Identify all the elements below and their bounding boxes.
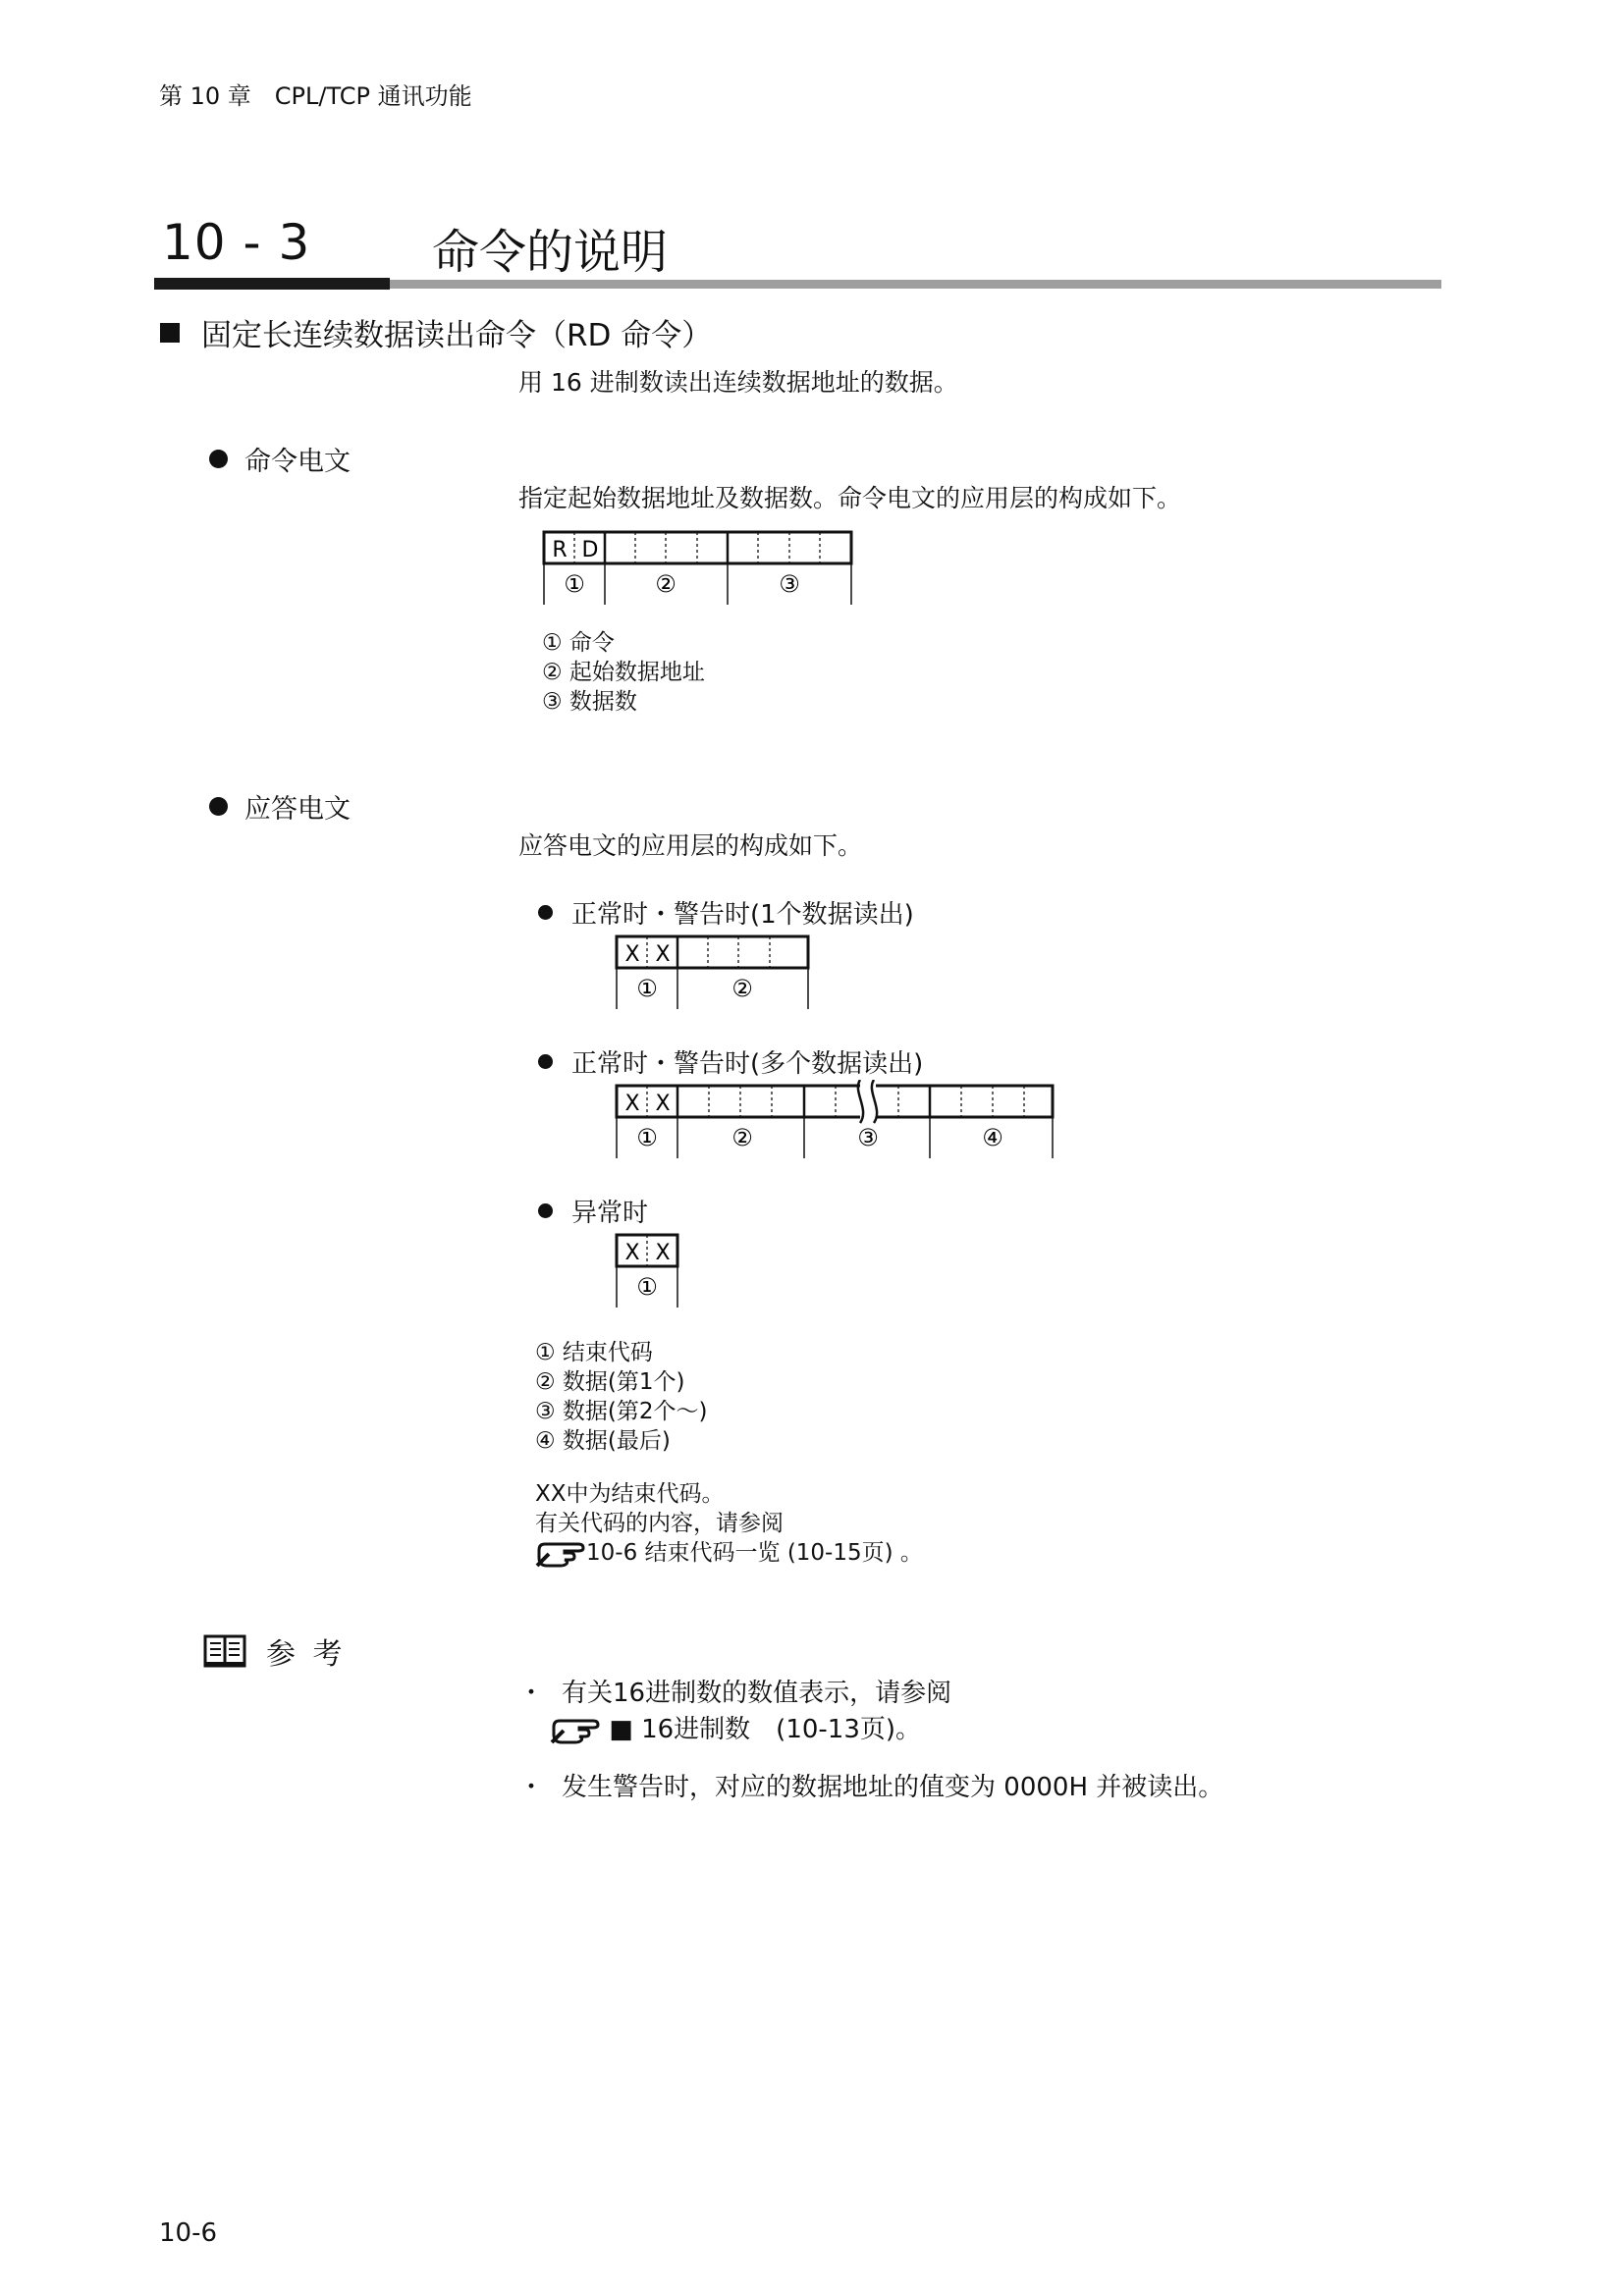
command-legend [542,628,705,717]
field-marker: ① [636,1273,658,1301]
case-label [538,1193,648,1229]
section-rule-dark [154,278,390,290]
field-marker: ④ [982,1124,1003,1151]
bullet-icon [538,1203,553,1218]
command-description: 指定起始数据地址及数据数。命令电文的应用层的构成如下。 [518,484,1182,512]
section-rule-grey [390,280,1441,289]
subsection-heading [160,310,712,354]
response-subheading [209,787,351,826]
reference-heading [203,1629,347,1673]
field-marker: ② [731,975,753,1002]
cross-reference-text[interactable]: 10-6 结束代码一览 (10-15页) 。 [586,1540,923,1566]
field-marker: ③ [857,1124,879,1151]
cell-char: X [624,942,640,967]
note-line: XX中为结束代码。 [535,1481,725,1507]
legend-item: ③ 数据(第2个～) [535,1399,708,1424]
bullet-icon: ・ [518,1679,545,1708]
field-marker: ③ [779,570,800,598]
cell-char: X [624,1092,640,1116]
subsection-heading-text: 固定长连续数据读出命令（RD 命令） [201,318,713,353]
section-title: 命令的说明 [432,225,669,280]
pointing-hand-icon [535,1540,586,1568]
reference-title: 参 考 [266,1637,347,1672]
response-legend [535,1338,708,1456]
case-label-text: 正常时・警告时(1个数据读出) [571,900,914,930]
cell-char: R [552,538,568,562]
field-marker: ① [636,1124,658,1151]
legend-item: ④ 数据(最后) [535,1428,671,1454]
cell-char: X [624,1241,640,1265]
bullet-icon [538,905,553,920]
chapter-header: 第 10 章 CPL/TCP 通讯功能 [159,82,472,110]
reference-item [518,1673,951,1709]
cell-char: X [655,942,671,967]
legend-item: ③ 数据数 [542,689,637,715]
bullet-icon [209,450,228,468]
response-frame-error [603,1229,701,1311]
reference-item-text: 有关16进制数的数值表示，请参阅 [562,1679,952,1708]
reference-item [518,1767,1223,1803]
reference-item-text: 发生警告时，对应的数据地址的值变为 0000H 并被读出。 [562,1773,1224,1802]
page-number: 10-6 [159,2218,218,2248]
response-note [535,1479,923,1568]
field-marker: ② [655,570,677,598]
case-label-text: 异常时 [571,1199,649,1228]
pointing-hand-icon [550,1717,601,1744]
response-title: 应答电文 [244,794,351,825]
legend-item: ② 数据(第1个) [535,1369,685,1395]
command-subheading [209,440,351,478]
command-title: 命令电文 [244,447,351,477]
legend-item: ① 结束代码 [535,1340,653,1365]
field-marker: ① [636,975,658,1002]
bullet-icon [538,1054,553,1069]
legend-item: ① 命令 [542,630,615,656]
square-bullet-icon [160,323,180,343]
response-frame-multiple [603,1080,1064,1162]
cell-char: X [655,1241,671,1265]
case-label [538,1043,923,1080]
field-marker: ① [564,570,585,598]
command-frame-diagram [530,526,864,609]
cell-char: D [581,538,599,562]
case-label [538,894,914,931]
intro-text: 用 16 进制数读出连续数据地址的数据。 [518,368,958,397]
cross-reference[interactable] [535,1538,923,1568]
note-line: 有关代码的内容，请参阅 [535,1511,784,1536]
response-description: 应答电文的应用层的构成如下。 [518,831,863,860]
bullet-icon: ・ [518,1773,545,1802]
cross-reference[interactable] [550,1709,921,1745]
cross-reference-text[interactable]: ■ 16进制数 (10-13页)。 [609,1715,922,1744]
cell-char: X [655,1092,671,1116]
book-icon [203,1632,246,1670]
legend-item: ② 起始数据地址 [542,660,705,685]
case-label-text: 正常时・警告时(多个数据读出) [571,1049,924,1079]
response-frame-single [603,931,819,1013]
section-number: 10 - 3 [162,214,311,271]
field-marker: ② [731,1124,753,1151]
bullet-icon [209,797,228,816]
